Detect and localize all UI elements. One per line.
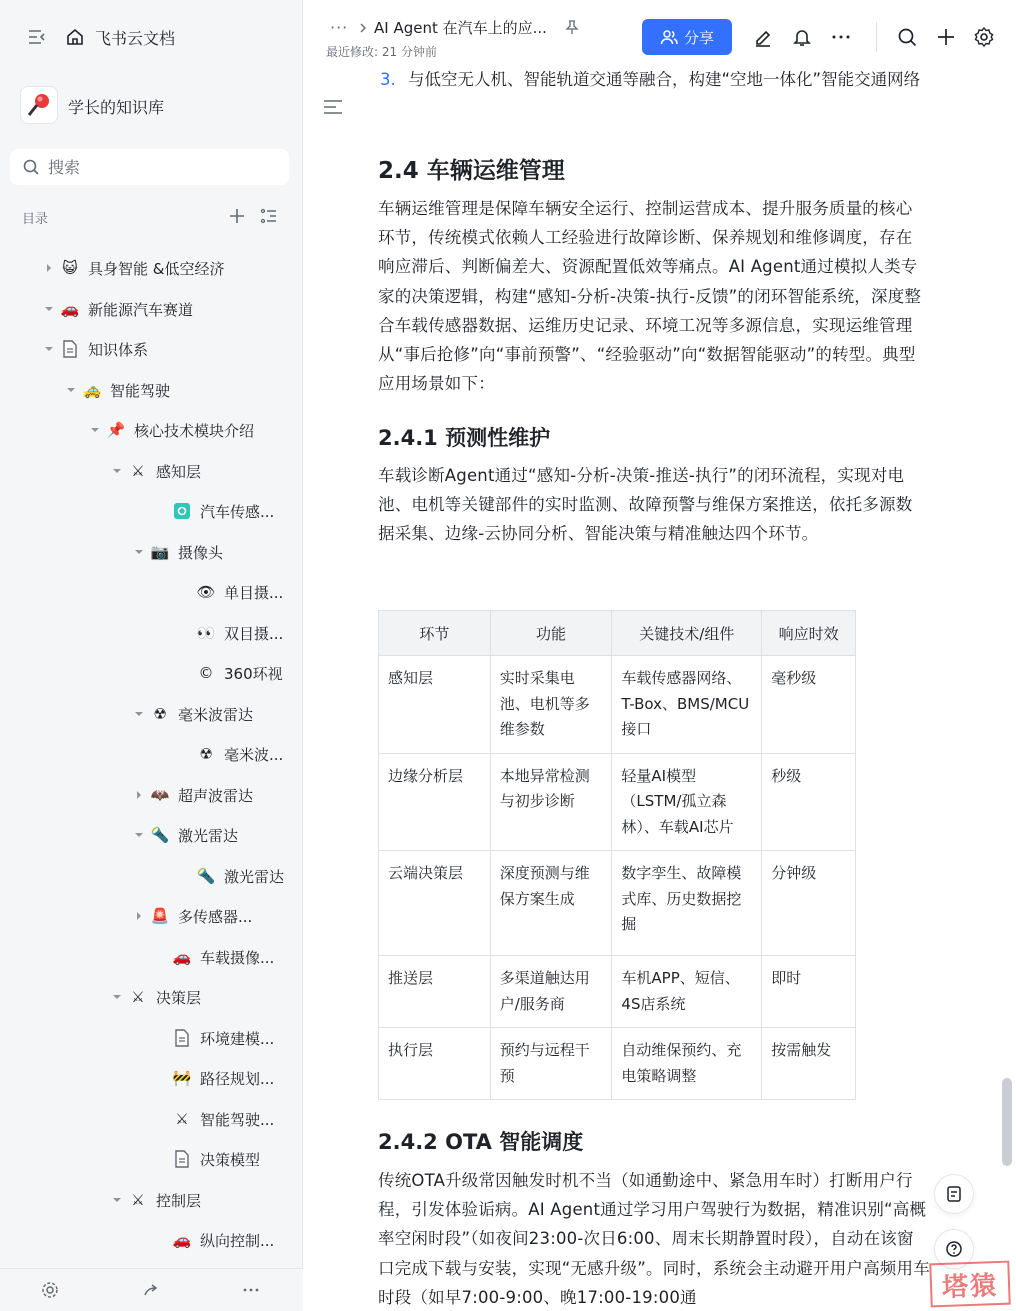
sidebar-item[interactable] <box>0 248 300 288</box>
table-cell: 即时 <box>762 956 856 1028</box>
sidebar-item[interactable] <box>0 937 300 977</box>
heading-2-4-1: 2.4.1 预测性维护 <box>378 426 551 450</box>
table-cell: 数字孪生、故障模式库、历史数据挖掘 <box>612 851 762 956</box>
caret-right-icon[interactable] <box>134 911 144 921</box>
caret-down-icon[interactable] <box>44 304 54 314</box>
bell-icon[interactable] <box>791 26 813 48</box>
table-cell: 边缘分析层 <box>379 753 491 851</box>
bat-icon: 🦇 <box>150 785 170 804</box>
sidebar-item[interactable] <box>0 694 300 734</box>
knowledge-base-name: 学长的知识库 <box>68 98 165 117</box>
sidebar-item[interactable] <box>0 370 300 410</box>
doc-icon <box>172 1028 192 1048</box>
sidebar-item-label: 毫米波... <box>224 746 284 764</box>
search-icon <box>22 158 40 176</box>
table-row <box>379 753 856 851</box>
users-icon <box>660 28 678 46</box>
sidebar-item-label: 激光雷达 <box>178 827 239 845</box>
sidebar-item-label: 单目摄... <box>224 584 284 602</box>
edit-icon[interactable] <box>752 26 774 48</box>
heading-2-4-2: 2.4.2 OTA 智能调度 <box>378 1130 584 1154</box>
sidebar-item[interactable] <box>0 653 300 693</box>
sidebar-item-label: 毫米波雷达 <box>178 705 254 724</box>
sidebar-item-label: 超声波雷达 <box>178 786 254 805</box>
home-icon[interactable] <box>64 26 86 48</box>
crossed-swords-icon: ⚔ <box>131 1190 145 1209</box>
table-cell: 秒级 <box>762 753 856 851</box>
comment-icon <box>945 1185 963 1203</box>
sidebar-item[interactable] <box>0 1099 300 1139</box>
sidebar-item-label: 具身智能 &低空经济 <box>88 260 225 278</box>
list-view-icon[interactable] <box>260 207 278 225</box>
sidebar-item[interactable] <box>0 775 300 815</box>
sidebar-item[interactable] <box>0 896 300 936</box>
eye-icon: 👁 <box>196 583 216 601</box>
table-header-cell: 关键技术/组件 <box>612 611 762 656</box>
pin-icon[interactable] <box>564 19 580 35</box>
caret-down-icon[interactable] <box>66 385 76 395</box>
sidebar-item[interactable] <box>0 734 300 774</box>
robot-face-icon: 😺 <box>62 259 78 277</box>
table-cell: 自动维保预约、充电策略调整 <box>612 1028 762 1100</box>
sidebar <box>0 0 303 1311</box>
sidebar-item[interactable] <box>0 1139 300 1179</box>
sidebar-item-label: 环境建模... <box>200 1029 275 1048</box>
table-cell: 分钟级 <box>762 851 856 956</box>
sidebar-item-label: 知识体系 <box>88 341 149 359</box>
search-box[interactable] <box>10 149 289 185</box>
sidebar-item[interactable] <box>0 613 300 653</box>
knowledge-base-header[interactable] <box>18 86 288 126</box>
table-header-cell: 环节 <box>379 611 491 656</box>
toc-label: 目录 <box>22 212 49 227</box>
sidebar-item[interactable] <box>0 1180 300 1220</box>
table-cell: 云端决策层 <box>379 851 491 956</box>
sidebar-item-label: 新能源汽车赛道 <box>88 300 194 319</box>
doc-title[interactable]: AI Agent 在汽车上的应... <box>374 19 547 37</box>
radioactive-icon: ☢ <box>199 745 213 763</box>
sidebar-item-label: 感知层 <box>156 462 202 481</box>
sidebar-item-label: 摄像头 <box>178 543 224 562</box>
camera-icon: 📷 <box>150 542 170 561</box>
sidebar-item-label: 决策层 <box>156 989 202 1007</box>
siren-icon: 🚨 <box>150 907 170 925</box>
sidebar-item-label: 路径规划... <box>200 1070 275 1088</box>
car-icon: 🚗 <box>172 1231 192 1249</box>
table-cell: 实时采集电池、电机等多维参数 <box>490 656 612 754</box>
share-label: 分享 <box>683 28 714 47</box>
caret-down-icon[interactable] <box>112 992 122 1002</box>
caret-down-icon[interactable] <box>134 709 144 719</box>
sidebar-item[interactable] <box>0 856 300 896</box>
add-icon[interactable] <box>935 26 957 48</box>
last-modified: 最近修改: 21 分钟前 <box>326 45 437 59</box>
caret-down-icon[interactable] <box>112 466 122 476</box>
sidebar-item[interactable] <box>0 329 300 369</box>
data-table <box>378 610 856 1100</box>
table-header-row <box>379 611 856 656</box>
outline-icon[interactable] <box>322 98 344 116</box>
more-options-icon[interactable] <box>830 26 852 48</box>
comment-float-button[interactable] <box>934 1174 974 1214</box>
search-icon[interactable] <box>896 26 918 48</box>
breadcrumb-more[interactable]: ··· <box>330 18 349 37</box>
crossed-swords-icon: ⚔ <box>175 1109 189 1128</box>
watermark-stamp: 塔猿 <box>929 1261 1010 1308</box>
chevron-right-icon <box>358 22 368 34</box>
sidebar-item[interactable] <box>0 1018 300 1058</box>
sidebar-item-label: 激光雷达 <box>224 867 285 886</box>
table-cell: 深度预测与维保方案生成 <box>490 851 612 956</box>
table-row <box>379 656 856 754</box>
sidebar-top <box>0 18 303 56</box>
radioactive-icon: ☢ <box>153 704 167 723</box>
pushpin-icon <box>20 86 58 124</box>
table-cell: 轻量AI模型（LSTM/孤立森林）、车载AI芯片 <box>612 753 762 851</box>
pin-icon: 📌 <box>106 421 126 439</box>
table-cell: 感知层 <box>379 656 491 754</box>
table-header-cell: 响应时效 <box>762 611 856 656</box>
table-row <box>379 1028 856 1100</box>
sidebar-item-label: 核心技术模块介绍 <box>134 422 255 440</box>
table-row <box>379 851 856 956</box>
sidebar-item[interactable] <box>0 815 300 855</box>
add-icon[interactable] <box>228 207 246 225</box>
caret-down-icon[interactable] <box>90 425 100 435</box>
sidebar-item[interactable] <box>0 532 300 572</box>
doc-icon <box>172 1149 192 1169</box>
caret-down-icon[interactable] <box>134 830 144 840</box>
sidebar-item[interactable] <box>0 977 300 1017</box>
caret-right-icon[interactable] <box>44 263 54 273</box>
search-input[interactable] <box>48 155 278 179</box>
table-cell: 多渠道触达用户/服务商 <box>490 956 612 1028</box>
share-out-icon[interactable] <box>142 1281 160 1299</box>
paragraph-2-4: 车辆运维管理是保障车辆安全运行、控制运营成本、提升服务质量的核心环节，传统模式依赖人工经验进行故障诊断、保养规划和维修调度，存在响应滞后、判断偏差大、资源配置低效等痛点。AI Agent通过模拟人类专家的决策逻辑，构建“感知-分析-决策-执行-反馈”的闭环智能系统，深度整合车载传感器数据、运维历史记录、环境工况等多源信息，实现运维管理从“事后抢修”向“事前预警”、“经验驱动”向“数据智能驱动”的转型。典型应用场景如下： <box>378 199 922 394</box>
caret-right-icon[interactable] <box>134 790 144 800</box>
settings-icon[interactable] <box>41 1281 59 1299</box>
sidebar-item[interactable] <box>0 1220 300 1260</box>
sidebar-item-label: 智能驾驶... <box>200 1110 275 1129</box>
sidebar-item-label: 车载摄像... <box>200 948 275 967</box>
share-button[interactable] <box>642 19 732 55</box>
table-cell: 车载传感器网络、T-Box、BMS/MCU接口 <box>612 656 762 754</box>
paragraph-2-4-1: 车载诊断Agent通过“感知-分析-决策-推送-执行”的闭环流程，实现对电池、电机等关键部件的实时监测、故障预警与维保方案推送，依托多源数据采集、边缘-云协同分析、智能决策与精准触达四个环节。 <box>378 466 913 544</box>
sidebar-item[interactable] <box>0 410 300 450</box>
doc-body <box>304 66 1000 1311</box>
more-icon[interactable] <box>242 1281 260 1299</box>
table-cell: 毫秒级 <box>762 656 856 754</box>
car-icon: 🚗 <box>172 947 192 966</box>
heading-2-4: 2.4 车辆运维管理 <box>378 158 565 184</box>
sidebar-item-label: 决策模型 <box>200 1151 261 1169</box>
table-cell: 按需触发 <box>762 1028 856 1100</box>
doc-header <box>304 0 1016 66</box>
flashlight-icon: 🔦 <box>196 866 216 885</box>
table-row <box>379 956 856 1028</box>
list-number: 3. <box>380 70 396 89</box>
sidebar-item[interactable] <box>0 289 300 329</box>
caret-down-icon[interactable] <box>134 547 144 557</box>
construction-icon: 🚧 <box>172 1069 192 1087</box>
header-divider <box>876 22 877 52</box>
paragraph-2-4-2: 传统OTA升级常因触发时机不当（如通勤途中、紧急用车时）打断用户行程，引发体验诟病。AI Agent通过学习用户驾驶行为数据，精准识别“高概率空闲时段”（如夜间23:00-次日6:00、周末长期静置时段），自动在该窗口完成下载与安装，实现“无感升级”。同时，系统会主动避开用户高频用车时段（如早7:00-9:00、晚17:00-19:00通 <box>378 1171 930 1307</box>
sidebar-item-label: 智能驾驶 <box>110 381 171 400</box>
sidebar-item[interactable] <box>0 1058 300 1098</box>
table-cell: 执行层 <box>379 1028 491 1100</box>
eyes-icon: 👀 <box>196 623 216 642</box>
sidebar-item-label: 多传感器... <box>178 908 253 926</box>
table-cell: 车机APP、短信、4S店系统 <box>612 956 762 1028</box>
table-header-cell: 功能 <box>490 611 612 656</box>
doc-icon <box>60 339 80 359</box>
table-cell: 预约与远程干预 <box>490 1028 612 1100</box>
copyright-icon: © <box>198 664 214 682</box>
crossed-swords-icon: ⚔ <box>131 461 145 480</box>
taxi-icon: 🚕 <box>82 380 102 399</box>
sensor-icon <box>172 501 192 521</box>
sidebar-item-label: 纵向控制... <box>200 1232 275 1250</box>
sidebar-item-label: 360环视 <box>224 665 283 683</box>
caret-down-icon[interactable] <box>112 1195 122 1205</box>
sidebar-item-label: 双目摄... <box>224 624 284 643</box>
table-cell: 推送层 <box>379 956 491 1028</box>
app-title[interactable]: 飞书云文档 <box>95 29 176 48</box>
car-icon: 🚗 <box>60 299 80 318</box>
flashlight-icon: 🔦 <box>150 826 170 844</box>
gear-icon[interactable] <box>973 26 995 48</box>
sidebar-item-label: 汽车传感... <box>200 503 275 521</box>
sidebar-footer <box>0 1268 303 1311</box>
help-icon <box>945 1240 963 1258</box>
table-cell: 本地异常检测与初步诊断 <box>490 753 612 851</box>
collapse-sidebar-icon[interactable] <box>26 26 48 48</box>
sidebar-item[interactable] <box>0 451 300 491</box>
sidebar-item[interactable] <box>0 572 300 612</box>
crossed-swords-icon: ⚔ <box>131 988 145 1006</box>
scrollbar-thumb[interactable] <box>1002 1078 1012 1166</box>
caret-down-icon[interactable] <box>44 344 54 354</box>
sidebar-item[interactable] <box>0 491 300 531</box>
sidebar-item-label: 控制层 <box>156 1191 202 1210</box>
list-text: 与低空无人机、智能轨道交通等融合，构建“空地一体化”智能交通网络 <box>408 70 921 89</box>
